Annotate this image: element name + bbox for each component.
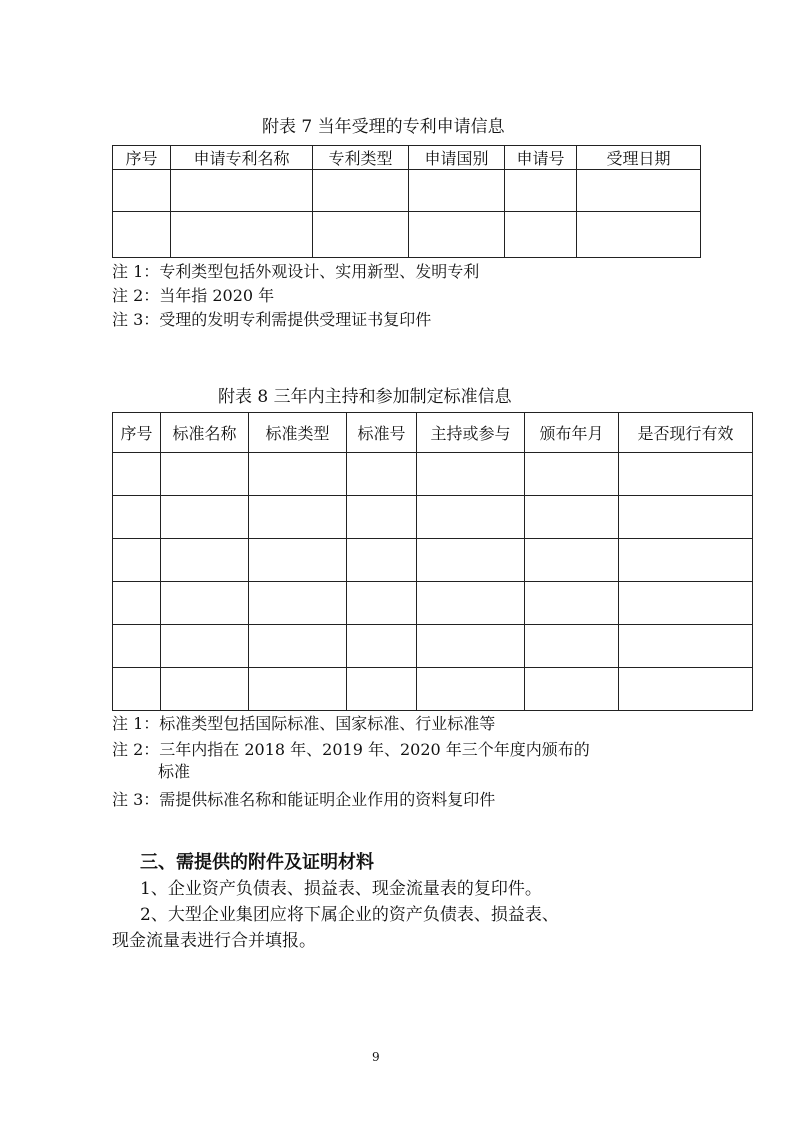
table-cell[interactable] [249,582,347,625]
table7-note-3: 注 3：受理的发明专利需提供受理证书复印件 [112,310,432,329]
table-cell[interactable] [161,496,249,539]
table-cell[interactable] [249,453,347,496]
table8-header-row [113,413,753,453]
table-cell[interactable] [525,453,619,496]
table-cell[interactable] [409,212,505,258]
table-row [113,170,701,212]
table7-header-cell: 序号 [113,146,171,170]
table-cell[interactable] [347,539,417,582]
patent-application-table [112,145,701,258]
table-row [113,496,753,539]
table-cell[interactable] [113,496,161,539]
table7-header-cell: 申请国别 [409,146,505,170]
table-cell[interactable] [113,453,161,496]
table7-header-cell: 专利类型 [313,146,409,170]
table8-header-cell: 主持或参与 [417,413,525,453]
table-cell[interactable] [249,539,347,582]
table-cell[interactable] [619,453,753,496]
table-cell[interactable] [619,496,753,539]
table-cell[interactable] [619,668,753,711]
table-cell[interactable] [525,582,619,625]
table-cell[interactable] [525,539,619,582]
table-row [113,539,753,582]
table8-header-cell: 颁布年月 [525,413,619,453]
table7-note-2: 注 2：当年指 2020 年 [112,286,275,305]
table-cell[interactable] [161,625,249,668]
table-cell[interactable] [113,212,171,258]
table8-header-cell: 序号 [113,413,161,453]
table-cell[interactable] [313,170,409,212]
table-cell[interactable] [525,668,619,711]
table-cell[interactable] [113,170,171,212]
table8-header-cell: 标准号 [347,413,417,453]
table-cell[interactable] [113,539,161,582]
table-cell[interactable] [525,625,619,668]
table-cell[interactable] [113,625,161,668]
table7-header-cell: 申请专利名称 [171,146,313,170]
table-cell[interactable] [417,496,525,539]
table8-header-cell: 标准类型 [249,413,347,453]
table8-header-cell: 是否现行有效 [619,413,753,453]
table-cell[interactable] [347,582,417,625]
table-cell[interactable] [577,212,701,258]
table-cell[interactable] [113,668,161,711]
table-cell[interactable] [171,170,313,212]
table-cell[interactable] [409,170,505,212]
table7-header-cell: 受理日期 [577,146,701,170]
table-cell[interactable] [505,170,577,212]
table-row [113,582,753,625]
table-cell[interactable] [161,453,249,496]
table-cell[interactable] [347,668,417,711]
table7-header-row [113,146,701,170]
table-cell[interactable] [161,539,249,582]
section-title: 三、需提供的附件及证明材料 [140,852,374,873]
table-cell[interactable] [417,625,525,668]
table-cell[interactable] [577,170,701,212]
table8-caption: 附表 8 三年内主持和参加制定标准信息 [218,387,512,407]
table-cell[interactable] [417,453,525,496]
table-row [113,453,753,496]
table-cell[interactable] [249,668,347,711]
table-cell[interactable] [171,212,313,258]
table-row [113,668,753,711]
table-cell[interactable] [249,625,347,668]
table-cell[interactable] [619,582,753,625]
table8-note-3: 注 3：需提供标准名称和能证明企业作用的资料复印件 [112,790,496,809]
table-row [113,212,701,258]
attachment-item-2-continued: 现金流量表进行合并填报。 [112,931,316,951]
table-cell[interactable] [619,625,753,668]
table8-note-1: 注 1：标准类型包括国际标准、国家标准、行业标准等 [112,714,496,733]
table-cell[interactable] [347,496,417,539]
table7-note-1: 注 1：专利类型包括外观设计、实用新型、发明专利 [112,262,480,281]
table-cell[interactable] [161,668,249,711]
table-cell[interactable] [619,539,753,582]
attachment-item-2: 2、大型企业集团应将下属企业的资产负债表、损益表、 [140,905,559,925]
page-number: 9 [372,1050,380,1064]
table-cell[interactable] [505,212,577,258]
table8-header-cell: 标准名称 [161,413,249,453]
standards-table [112,412,753,711]
table-cell[interactable] [417,582,525,625]
table-cell[interactable] [249,496,347,539]
table-row [113,625,753,668]
attachment-item-1: 1、企业资产负债表、损益表、现金流量表的复印件。 [140,879,542,899]
table8-note-2-continued: 标准 [158,762,191,781]
table7-caption: 附表 7 当年受理的专利申请信息 [262,117,505,137]
table7-header-cell: 申请号 [505,146,577,170]
table-cell[interactable] [417,539,525,582]
table-cell[interactable] [313,212,409,258]
table-cell[interactable] [347,625,417,668]
table-cell[interactable] [525,496,619,539]
table8-note-2: 注 2：三年内指在 2018 年、2019 年、2020 年三个年度内颁布的 [112,740,590,759]
table-cell[interactable] [113,582,161,625]
table-cell[interactable] [347,453,417,496]
table-cell[interactable] [161,582,249,625]
table-cell[interactable] [417,668,525,711]
